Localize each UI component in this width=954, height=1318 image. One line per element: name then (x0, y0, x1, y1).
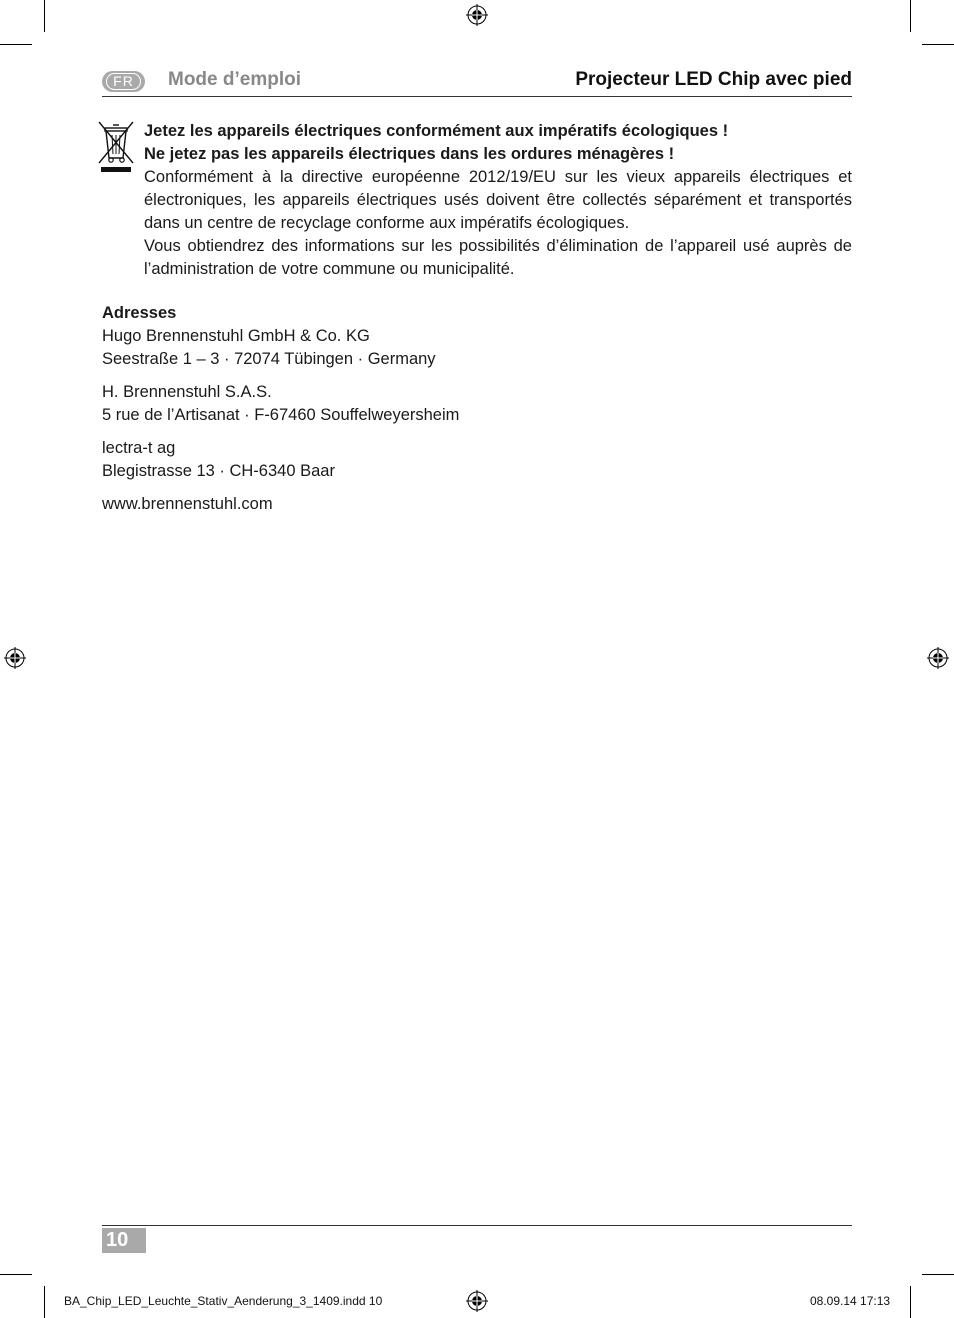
product-title: Projecteur LED Chip avec pied (575, 69, 852, 90)
address-line: 5 rue de l’Artisanat · F-67460 Souffelweyersheim (102, 406, 460, 424)
crop-mark-top-left-v (44, 0, 45, 32)
crop-mark-top-right-v (910, 0, 911, 32)
address-line: H. Brennenstuhl S.A.S. (102, 383, 272, 401)
website-link[interactable]: www.brennenstuhl.com (102, 495, 273, 513)
section-title: Mode d’emploi (168, 69, 301, 90)
crop-mark-bottom-right-h (922, 1274, 954, 1275)
registration-mark-icon (466, 1290, 488, 1312)
address-block (102, 325, 702, 371)
addresses-section (102, 302, 702, 516)
language-badge (102, 71, 145, 92)
addresses-title: Adresses (102, 304, 177, 322)
disposal-paragraph-1: Conformément à la directive européenne 2012/19/EU sur les vieux appareils électriques et électroniques, les appareils électriques usés doivent être collectés séparément et transportés dans un centre de recyclage conforme aux impératifs écologiques. (144, 168, 852, 232)
address-line: Seestraße 1 – 3 · 72074 Tübingen · Germany (102, 350, 436, 368)
page-header (102, 68, 852, 97)
slug-date-time: 08.09.14 17:13 (810, 1294, 891, 1308)
disposal-paragraph-2: Vous obtiendrez des informations sur les possibilités d’élimination de l’appareil usé auprès de l’administration de votre commune ou municipalité. (144, 237, 852, 278)
address-block (102, 437, 702, 483)
crop-mark-top-right-h (922, 44, 954, 45)
language-code: FR (106, 73, 141, 90)
address-line: Hugo Brennenstuhl GmbH & Co. KG (102, 327, 370, 345)
footer-divider (102, 1225, 852, 1226)
slug-filename: BA_Chip_LED_Leuchte_Stativ_Aenderung_3_1409.indd 10 (64, 1294, 383, 1308)
registration-mark-icon (927, 647, 949, 669)
disposal-notice (144, 120, 852, 281)
crop-mark-bottom-left-h (0, 1274, 32, 1275)
crop-mark-bottom-left-v (44, 1286, 45, 1318)
crossed-out-wheelie-bin-icon (96, 120, 136, 174)
crop-mark-bottom-right-v (910, 1286, 911, 1318)
crop-mark-top-left-h (0, 44, 32, 45)
registration-mark-icon (4, 647, 26, 669)
page-number: 10 (102, 1228, 146, 1253)
registration-mark-icon (466, 4, 488, 26)
address-line: Blegistrasse 13 · CH-6340 Baar (102, 462, 335, 480)
address-line: lectra-t ag (102, 439, 176, 457)
address-block (102, 381, 702, 427)
disposal-heading-1: Jetez les appareils électriques conformément aux impératifs écologiques ! (144, 122, 729, 140)
disposal-heading-2: Ne jetez pas les appareils électriques dans les ordures ménagères ! (144, 145, 675, 163)
